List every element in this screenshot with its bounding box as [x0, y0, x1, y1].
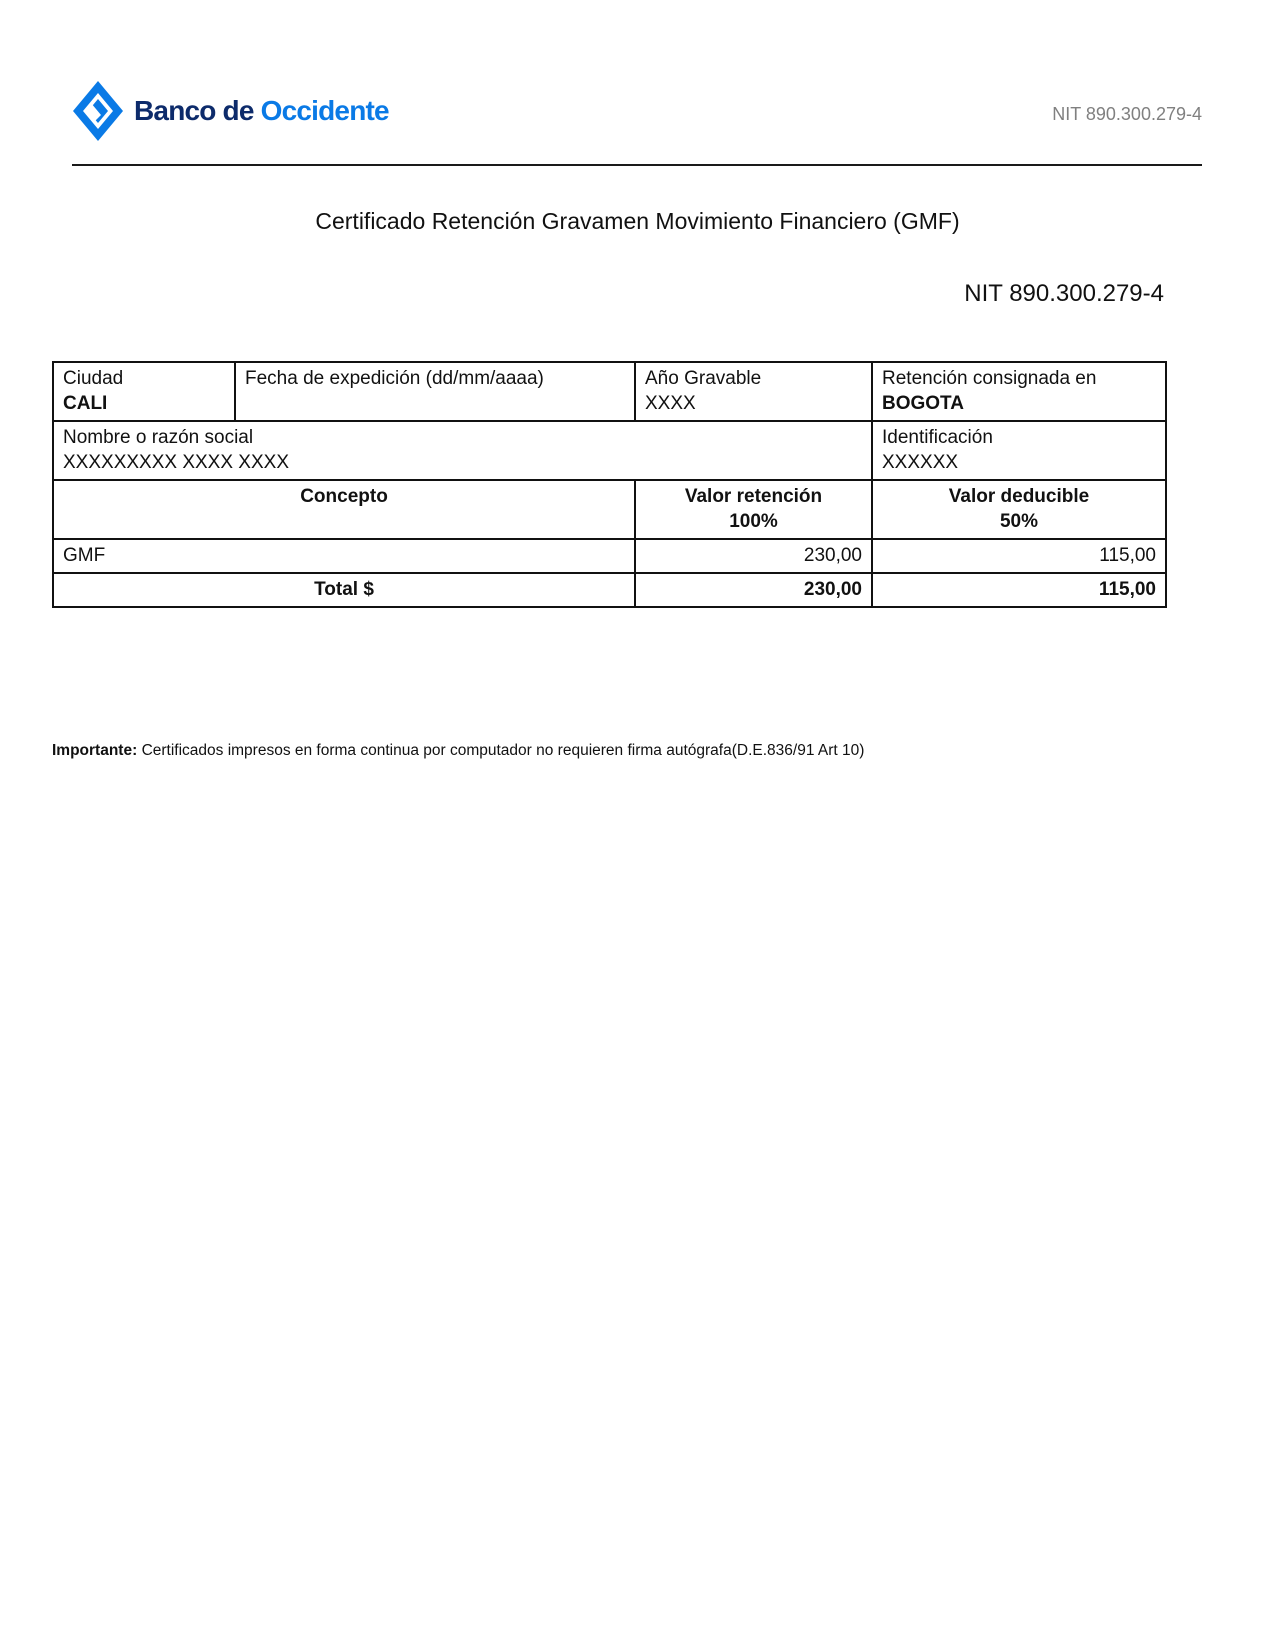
info-row-1: [53, 362, 1166, 421]
retencion-value: BOGOTA: [882, 393, 964, 414]
total-valor-retencion: 230,00: [635, 573, 872, 607]
valor-deducible-header-label: Valor deducible: [948, 486, 1090, 507]
total-valor-deducible: 115,00: [872, 573, 1166, 607]
fecha-label: Fecha de expedición (dd/mm/aaaa): [245, 368, 544, 389]
valor-deducible-cell: 115,00: [872, 539, 1166, 573]
important-note-text: Certificados impresos en forma continua por computador no requieren firma autógrafa(D.E.836/91 Art 10): [141, 742, 865, 759]
table-row: [53, 539, 1166, 573]
valor-retencion-header-pct: 100%: [729, 511, 778, 532]
valor-retencion-header: [635, 480, 872, 539]
concepto-header-label: Concepto: [300, 486, 388, 507]
important-note-label: Importante:: [52, 742, 138, 759]
retencion-cell: [872, 362, 1166, 421]
ciudad-label: Ciudad: [63, 368, 124, 389]
valor-deducible-header-pct: 50%: [999, 511, 1039, 532]
certificate-table: [52, 361, 1167, 608]
valor-retencion-header-label: Valor retención: [684, 486, 823, 507]
total-row: [53, 573, 1166, 607]
nombre-cell: [53, 421, 872, 480]
bank-diamond-logo-icon: [72, 80, 124, 142]
identificacion-cell: [872, 421, 1166, 480]
identificacion-label: Identificación: [882, 427, 993, 448]
info-row-2: [53, 421, 1166, 480]
nombre-label: Nombre o razón social: [63, 427, 254, 448]
ciudad-cell: [53, 362, 235, 421]
fecha-cell: [235, 362, 635, 421]
bank-name-part1: Banco de: [134, 95, 254, 126]
document-header: [72, 80, 1202, 150]
identificacion-value: XXXXXX: [882, 452, 959, 473]
table-header-row: [53, 480, 1166, 539]
document-nit: NIT 890.300.279-4: [964, 280, 1164, 307]
header-nit: NIT 890.300.279-4: [1052, 104, 1202, 124]
total-label: Total $: [53, 573, 635, 607]
header-divider: [72, 164, 1202, 166]
bank-name: [134, 95, 389, 127]
valor-retencion-cell: 230,00: [635, 539, 872, 573]
anio-label: Año Gravable: [645, 368, 762, 389]
retencion-label: Retención consignada en: [882, 368, 1097, 389]
important-note: [52, 742, 864, 760]
document-title: Certificado Retención Gravamen Movimiento Financiero (GMF): [315, 208, 960, 234]
anio-cell: [635, 362, 872, 421]
anio-value: XXXX: [645, 393, 696, 414]
bank-logo: [72, 80, 389, 142]
concepto-header: [53, 480, 635, 539]
valor-deducible-header: [872, 480, 1166, 539]
bank-name-part2: Occidente: [260, 95, 389, 126]
nombre-value: XXXXXXXXX XXXX XXXX: [63, 452, 289, 473]
concepto-cell: GMF: [53, 539, 635, 573]
ciudad-value: CALI: [63, 393, 108, 414]
